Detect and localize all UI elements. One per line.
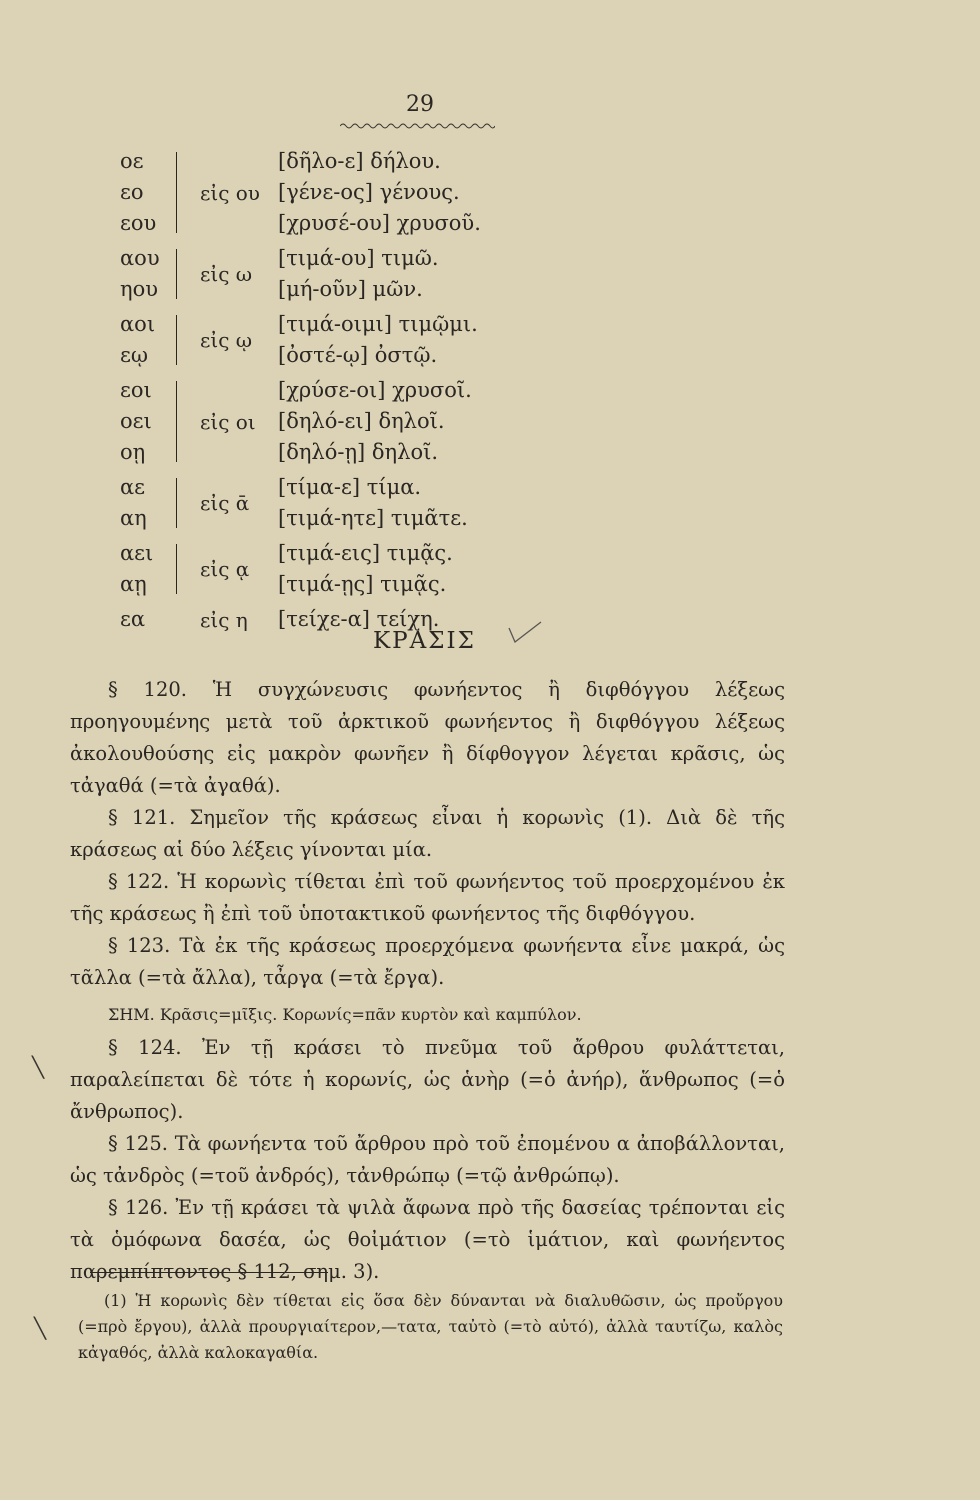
- contraction-example: [τιμά-ητε] τιμᾶτε.: [278, 506, 468, 530]
- paragraph-120: § 120. Ἡ συγχώνευσις φωνήεντος ἢ διφθόγγου λέξεως προηγουμένης μετὰ τοῦ ἀρκτικοῦ φωνήεντος ἢ διφθόγγου λέξεως ἀκολουθούσης εἰς μακρὸν φωνῆεν ἢ δίφθογγον λέγεται κρᾶσις, ὡς τἀγαθά (=τὰ ἀγαθά).: [70, 678, 785, 797]
- vowel-pair: οει: [120, 409, 152, 433]
- paragraph-126: § 126. Ἐν τῇ κράσει τὰ ψιλὰ ἄφωνα πρὸ τῆς δασείας τρέπονται εἰς τὰ ὁμόφωνα δασέα, ὡς θοἰμάτιον (=τὸ ἱμάτιον, καὶ φωνήεντος παρεμπίπτοντος § 112, σημ. 3).: [70, 1196, 785, 1283]
- contraction-example: [τιμά-ῃς] τιμᾷς.: [278, 572, 447, 596]
- vowel-pair: αε: [120, 475, 146, 499]
- paragraph-125: § 125. Τὰ φωνήεντα τοῦ ἄρθρου πρὸ τοῦ ἐπομένου α ἀποβάλλονται, ὡς τἀνδρὸς (=τοῦ ἀνδρός), τἀνθρώπῳ (=τῷ ἀνθρώπῳ).: [70, 1132, 785, 1187]
- main-text: [70, 674, 785, 1288]
- contraction-group: [100, 243, 660, 305]
- contraction-row: [100, 208, 660, 239]
- contraction-row: [100, 538, 660, 569]
- contraction-table: [100, 146, 660, 639]
- contraction-group: [100, 146, 660, 239]
- contraction-row: [100, 503, 660, 534]
- contraction-example: [μή-οῦν] μῶν.: [278, 277, 423, 301]
- contraction-example: [δῆλο-ε] δήλου.: [278, 149, 441, 173]
- contraction-example: [δηλό-ῃ] δηλοῖ.: [278, 440, 439, 464]
- vowel-pair: εου: [120, 211, 157, 235]
- note-line: ΣΗΜ. Κρᾶσις=μῖξις. Κορωνίς=πᾶν κυρτὸν καὶ καμπύλον.: [108, 1005, 582, 1024]
- contraction-example: [τιμά-οιμι] τιμῷμι.: [278, 312, 478, 336]
- contraction-row: [100, 437, 660, 468]
- contraction-row: [100, 177, 660, 208]
- contraction-group: [100, 472, 660, 534]
- contraction-example: [χρυσέ-ου] χρυσοῦ.: [278, 211, 481, 235]
- vowel-pair: εο: [120, 180, 144, 204]
- contraction-group: [100, 375, 660, 468]
- section-heading: ΚΡΑΣΙΣ: [373, 628, 476, 654]
- pencil-check-mark: [505, 618, 545, 648]
- margin-mark-1: ╲: [32, 1055, 45, 1079]
- group-result-label: εἰς η: [200, 607, 248, 632]
- contraction-example: [ὀστέ-ῳ] ὀστῷ.: [278, 343, 438, 367]
- vowel-pair: εοι: [120, 378, 152, 402]
- contraction-row: [100, 569, 660, 600]
- group-result-label: εἰς ω: [200, 262, 253, 286]
- group-brace: [176, 315, 183, 365]
- contraction-example: [τείχε-α] τείχη.: [278, 607, 440, 631]
- contraction-example: [γένε-ος] γένους.: [278, 180, 460, 204]
- contraction-row: [100, 274, 660, 305]
- vowel-pair: οε: [120, 149, 144, 173]
- paragraph-123: § 123. Τὰ ἐκ τῆς κράσεως προερχόμενα φωνήεντα εἶνε μακρά, ὡς τᾶλλα (=τὰ ἄλλα), τἆργα (=τὰ ἔργα).: [70, 934, 785, 989]
- vowel-pair: αη: [120, 506, 147, 530]
- contraction-row: [100, 243, 660, 274]
- vowel-pair: ηου: [120, 277, 158, 301]
- group-result-label: εἰς ου: [200, 180, 260, 205]
- group-brace: [176, 152, 183, 233]
- paragraph-121: § 121. Σημεῖον τῆς κράσεως εἶναι ἡ κορωνὶς (1). Διὰ δὲ τῆς κράσεως αἱ δύο λέξεις γίνονται μία.: [70, 806, 785, 861]
- group-brace: [176, 478, 183, 528]
- footnote: [78, 1288, 783, 1366]
- vowel-pair: αει: [120, 541, 154, 565]
- paragraph-122: § 122. Ἡ κορωνὶς τίθεται ἐπὶ τοῦ φωνήεντος τοῦ προερχομένου ἐκ τῆς κράσεως ἢ ἐπὶ τοῦ ὑποτακτικοῦ φωνήεντος τῆς διφθόγγου.: [70, 870, 785, 925]
- margin-mark-2: ╲: [34, 1316, 47, 1340]
- contraction-row: [100, 146, 660, 177]
- footnote-text: (1) Ἡ κορωνὶς δὲν τίθεται εἰς ὅσα δὲν δύνανται νὰ διαλυθῶσιν, ὡς προὔργου (=πρὸ ἔργου), ἀλλὰ προυργιαίτερον,—τατα, ταὐτὸ (=τὸ αὐτό), ἀλλὰ ταυτίζω, καλὸς κἀγαθός, ἀλλὰ καλοκαγαθία.: [78, 1291, 783, 1362]
- contraction-row: [100, 406, 660, 437]
- page-number: 29: [406, 92, 434, 117]
- vowel-pair: οῃ: [120, 440, 146, 464]
- group-brace: [176, 249, 183, 299]
- group-brace: [176, 381, 183, 462]
- contraction-example: [δηλό-ει] δηλοῖ.: [278, 409, 445, 433]
- group-result-label: εἰς ᾱ: [200, 491, 250, 515]
- contraction-row: [100, 375, 660, 406]
- contraction-row: [100, 340, 660, 371]
- contraction-example: [χρύσε-οι] χρυσοῖ.: [278, 378, 472, 402]
- group-result-label: εἰς ᾳ: [200, 557, 250, 581]
- contraction-row: [100, 309, 660, 340]
- vowel-pair: αοι: [120, 312, 156, 336]
- paragraph-124: § 124. Ἐν τῇ κράσει τὸ πνεῦμα τοῦ ἄρθρου φυλάττεται, παραλείπεται δὲ τότε ἡ κορωνίς, ὡς ἁνὴρ (=ὁ ἀνήρ), ἅνθρωπος (=ὁ ἄνθρωπος).: [70, 1036, 785, 1123]
- contraction-row: [100, 472, 660, 503]
- contraction-example: [τίμα-ε] τίμα.: [278, 475, 422, 499]
- vowel-pair: εα: [120, 607, 146, 631]
- ornament-wavy-rule: [340, 122, 495, 130]
- contraction-example: [τιμά-ου] τιμῶ.: [278, 246, 439, 270]
- group-result-label: εἰς οι: [200, 409, 256, 434]
- vowel-pair: αου: [120, 246, 160, 270]
- contraction-group: [100, 538, 660, 600]
- contraction-group: [100, 309, 660, 371]
- group-brace: [176, 544, 183, 594]
- group-result-label: εἰς ῳ: [200, 328, 253, 352]
- vowel-pair: εῳ: [120, 343, 149, 367]
- vowel-pair: αῃ: [120, 572, 147, 596]
- footnote-rule: [90, 1272, 328, 1273]
- contraction-example: [τιμά-εις] τιμᾷς.: [278, 541, 453, 565]
